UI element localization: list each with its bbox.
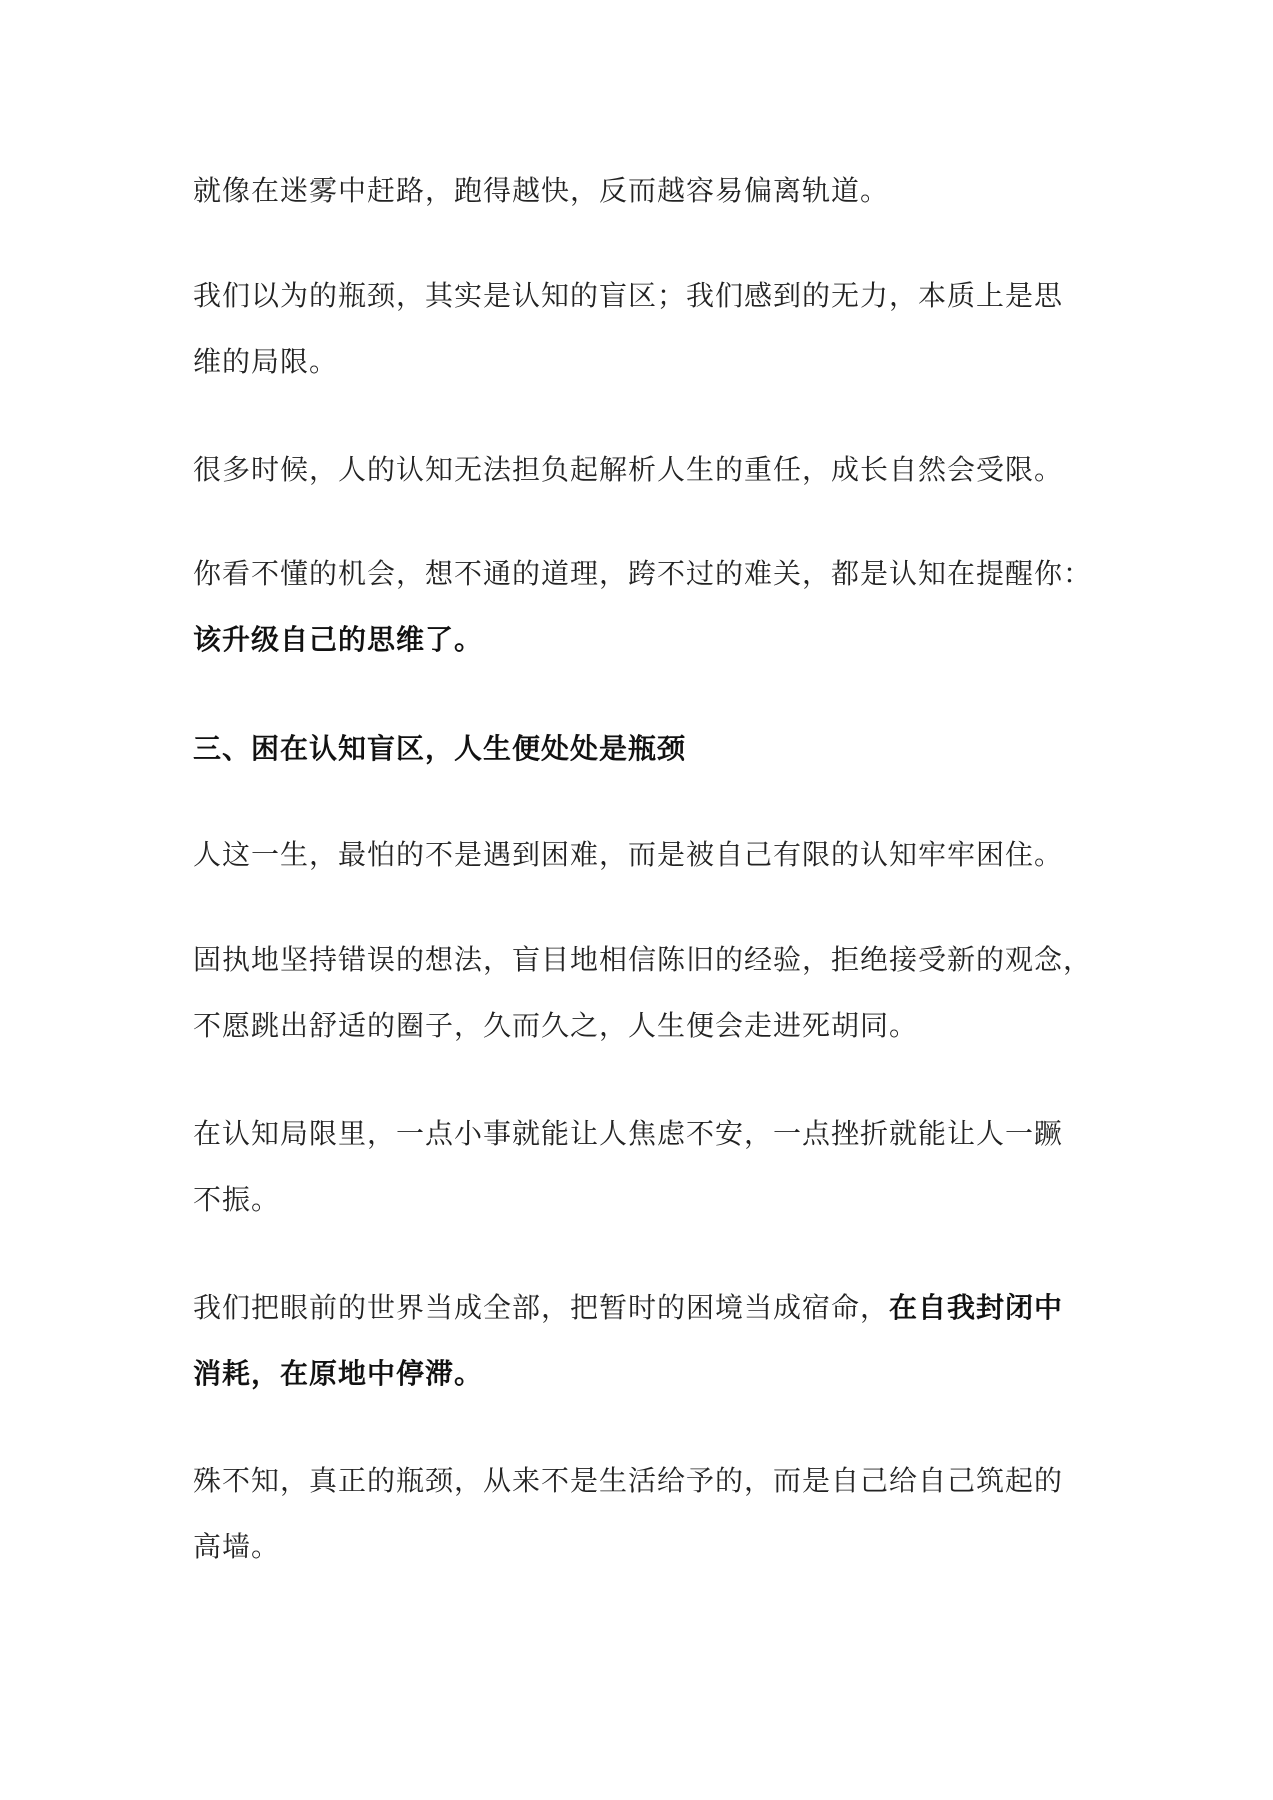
paragraph-7 bbox=[193, 1101, 1093, 1233]
paragraph-line: 很多时候，人的认知无法担负起解析人生的重任，成长自然会受限。 bbox=[193, 453, 1064, 486]
paragraph-2 bbox=[193, 263, 1093, 395]
paragraph-text: 我们把眼前的世界当成全部，把暂时的困境当成宿命， bbox=[193, 1291, 890, 1324]
paragraph-5 bbox=[193, 822, 1093, 888]
paragraph-3 bbox=[193, 437, 1093, 503]
paragraph-8 bbox=[193, 1275, 1093, 1407]
paragraph-line-mixed bbox=[193, 1275, 1093, 1341]
paragraph-4 bbox=[193, 541, 1093, 673]
paragraph-9 bbox=[193, 1448, 1093, 1580]
emphasis-line: 该升级自己的思维了。 bbox=[193, 623, 484, 656]
section-heading-text: 三、困在认知盲区，人生便处处是瓶颈 bbox=[193, 732, 687, 765]
paragraph-line: 高墙。 bbox=[193, 1530, 281, 1563]
paragraph-line: 不愿跳出舒适的圈子，久而久之，人生便会走进死胡同。 bbox=[193, 1009, 919, 1042]
paragraph-line: 你看不懂的机会，想不通的道理，跨不过的难关，都是认知在提醒你： bbox=[193, 557, 1093, 590]
paragraph-1 bbox=[193, 158, 1093, 224]
paragraph-6 bbox=[193, 927, 1093, 1059]
paragraph-line: 我们以为的瓶颈，其实是认知的盲区；我们感到的无力，本质上是思 bbox=[193, 279, 1064, 312]
section-heading bbox=[193, 716, 1093, 782]
emphasis-text: 在自我封闭中 bbox=[889, 1291, 1064, 1324]
paragraph-line: 维的局限。 bbox=[193, 345, 339, 378]
paragraph-line: 固执地坚持错误的想法，盲目地相信陈旧的经验，拒绝接受新的观念， bbox=[193, 943, 1093, 976]
paragraph-line: 不振。 bbox=[193, 1183, 281, 1216]
paragraph-line: 殊不知，真正的瓶颈，从来不是生活给予的，而是自己给自己筑起的 bbox=[193, 1464, 1064, 1497]
paragraph-line: 人这一生，最怕的不是遇到困难，而是被自己有限的认知牢牢困住。 bbox=[193, 838, 1064, 871]
paragraph-line: 就像在迷雾中赶路，跑得越快，反而越容易偏离轨道。 bbox=[193, 174, 890, 207]
emphasis-line: 消耗，在原地中停滞。 bbox=[193, 1357, 484, 1390]
paragraph-line: 在认知局限里，一点小事就能让人焦虑不安，一点挫折就能让人一蹶 bbox=[193, 1117, 1064, 1150]
